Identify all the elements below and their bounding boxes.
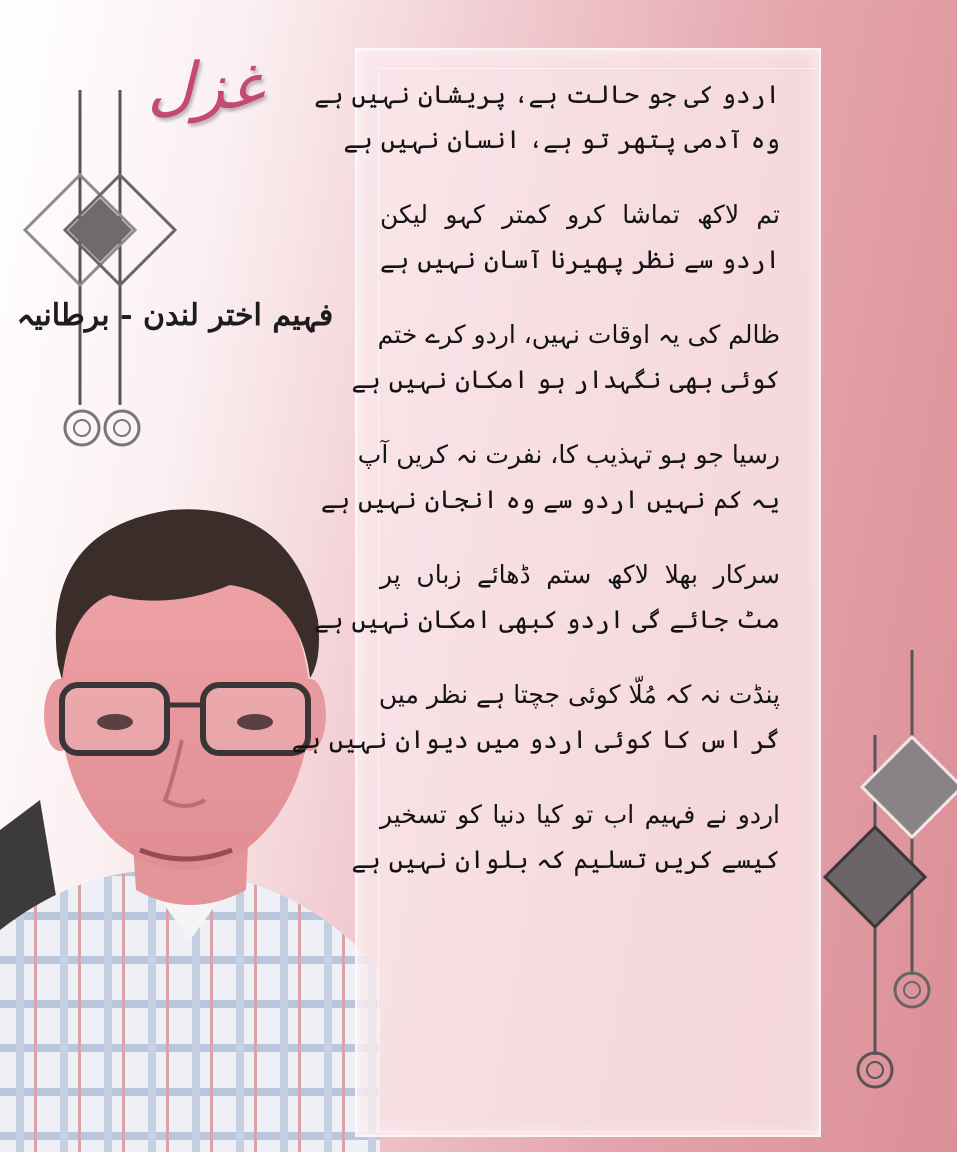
left-ornament	[10, 80, 190, 460]
poem-line: مٹ جائے گی اردو کبھی امکان نہیں ہے	[314, 605, 780, 634]
poem-stanza	[314, 72, 780, 162]
poem-line: رسیا جو ہو تہذیب کا، نفرت نہ کریں آپ	[357, 440, 780, 469]
author-name: فہیم اختر لندن - برطانیہ	[16, 298, 334, 333]
poem-line: کوئی بھی نگہدار ہو امکان نہیں ہے	[351, 365, 780, 394]
poem-text	[291, 72, 780, 912]
poem-line: وہ آدمی پتھر تو ہے، انسان نہیں ہے	[343, 125, 780, 154]
poem-line: سرکار بھلا لاکھ ستم ڈھائے زباں پر	[380, 560, 780, 589]
poem-line: اردو سے نظر پھیرنا آسان نہیں ہے	[380, 245, 780, 274]
page-title: غزل	[147, 50, 263, 124]
poem-stanza	[380, 192, 780, 282]
poem-stanza	[291, 672, 780, 762]
poem-stanza	[351, 312, 780, 402]
poem-line: گر اس کا کوئی اردو میں دیوان نہیں ہے	[291, 725, 780, 754]
poem-line: تم لاکھ تماشا کرو کمتر کہو لیکن	[380, 200, 780, 229]
poem-stanza	[320, 432, 780, 522]
poem-stanza	[351, 792, 780, 882]
poem-line: اردو نے فہیم اب تو کیا دنیا کو تسخیر	[380, 800, 780, 829]
poem-line: ظالم کی یہ اوقات نہیں، اردو کرے ختم	[377, 320, 780, 349]
poem-line: اردو کی جو حالت ہے، پریشان نہیں ہے	[314, 80, 780, 109]
poem-stanza	[314, 552, 780, 642]
right-ornament	[812, 645, 957, 1105]
poem-line: کیسے کریں تسلیم کہ بلوان نہیں ہے	[351, 845, 780, 874]
poem-line: یہ کم نہیں اردو سے وہ انجان نہیں ہے	[320, 485, 780, 514]
poem-line: پنڈت نہ کہ مُلّا کوئی جچتا ہے نظر میں	[378, 680, 780, 709]
